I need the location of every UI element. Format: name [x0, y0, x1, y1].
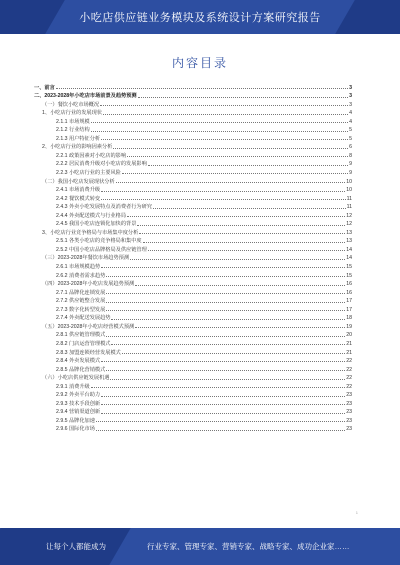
toc-entry-page: 15	[346, 272, 352, 279]
toc-entry-page: 23	[346, 409, 352, 416]
toc-entry[interactable]	[34, 150, 352, 159]
page-header	[0, 0, 400, 34]
toc-entry[interactable]	[34, 82, 352, 91]
toc-entry-title: 2.9.1 消费升级	[56, 383, 90, 390]
toc-entry-title: 2.5.2 中国小吃店品牌格局及供应链管理	[56, 246, 147, 253]
toc-entry[interactable]	[34, 219, 352, 228]
toc-entry-title: 2.2.3 小吃店行业的主要风险	[56, 170, 121, 177]
toc-entry-page: 8	[349, 152, 352, 159]
toc-leader-dots	[101, 413, 345, 414]
toc-entry[interactable]	[34, 424, 352, 433]
toc-entry-title: 2.8.1 供应链管理模式	[56, 332, 106, 339]
toc-entry[interactable]	[34, 176, 352, 185]
toc-leader-dots	[101, 396, 345, 397]
toc-leader-dots	[153, 208, 346, 209]
toc-entry[interactable]	[34, 347, 352, 356]
toc-entry[interactable]	[34, 373, 352, 382]
toc-leader-dots	[111, 344, 345, 345]
footer-slogan: 让每个人都能成为	[46, 542, 106, 551]
toc-entry-page: 23	[346, 417, 352, 424]
toc-entry-page: 14	[346, 246, 352, 253]
toc-entry-page: 10	[346, 178, 352, 185]
toc-entry[interactable]	[34, 99, 352, 108]
toc-leader-dots	[122, 353, 345, 354]
toc-entry-page: 17	[346, 298, 352, 305]
toc-leader-dots	[122, 173, 348, 174]
toc-entry[interactable]	[34, 330, 352, 339]
toc-entry-page: 11	[346, 204, 352, 211]
toc-entry-title: 2.7.2 供应链整合发展	[56, 298, 106, 305]
toc-leader-dots	[135, 285, 345, 286]
toc-entry-title: 2、小吃店行业的影响因素分析	[42, 144, 113, 151]
toc-entry-title: 2.8.4 外卖发展模式	[56, 358, 101, 365]
toc-entry[interactable]	[34, 125, 352, 134]
toc-entry-page: 13	[346, 238, 352, 245]
toc-leader-dots	[135, 327, 345, 328]
toc-leader-dots	[113, 148, 348, 149]
toc-entry-title: （三）2023-2028年餐饮市场趋势预测	[42, 255, 130, 262]
toc-entry[interactable]	[34, 381, 352, 390]
toc-leader-dots	[103, 114, 348, 115]
toc-entry-title: 2.9.5 品牌化加速	[56, 417, 95, 424]
table-of-contents	[34, 82, 352, 432]
toc-entry[interactable]	[34, 338, 352, 347]
toc-entry-page: 16	[346, 281, 352, 288]
toc-leader-dots	[96, 430, 345, 431]
toc-leader-dots	[137, 225, 345, 226]
toc-entry-title: （一）餐饮小吃市场概况	[42, 101, 100, 108]
toc-entry-title: 2.9.6 国际化市场	[56, 426, 95, 433]
toc-entry[interactable]	[34, 279, 352, 288]
toc-entry[interactable]	[34, 193, 352, 202]
toc-entry-title: 2.4.4 外卖配送模式与行业格局	[56, 212, 127, 219]
toc-entry-title: 2.9.2 外卖平台助力	[56, 392, 101, 399]
toc-leader-dots	[143, 242, 346, 243]
toc-entry-page: 13	[346, 229, 352, 236]
toc-entry-title: 2.7.4 外卖配送发展趋势	[56, 315, 111, 322]
toc-entry[interactable]	[34, 261, 352, 270]
toc-entry-page: 4	[349, 110, 352, 117]
toc-entry[interactable]	[34, 287, 352, 296]
toc-entry-page: 9	[349, 170, 352, 177]
toc-entry-page: 5	[349, 135, 352, 142]
toc-leader-dots	[148, 165, 348, 166]
toc-entry-title: 2.8.5 品牌化营销模式	[56, 366, 106, 373]
toc-entry-page: 14	[346, 255, 352, 262]
toc-entry-page: 15	[346, 264, 352, 271]
toc-entry-title: 2.4.2 餐饮模式转变	[56, 195, 101, 202]
toc-entry-page: 12	[346, 221, 352, 228]
toc-entry-page: 5	[349, 127, 352, 134]
toc-leader-dots	[110, 379, 345, 380]
toc-entry[interactable]	[34, 244, 352, 253]
toc-entry[interactable]	[34, 270, 352, 279]
toc-entry[interactable]	[34, 321, 352, 330]
toc-entry[interactable]	[34, 296, 352, 305]
toc-entry[interactable]	[34, 253, 352, 262]
toc-leader-dots	[139, 233, 345, 234]
toc-leader-dots	[101, 361, 345, 362]
toc-entry-title: 2.6.2 消费者需求趋势	[56, 272, 106, 279]
toc-entry-title: 2.1.2 行业结构	[56, 127, 90, 134]
toc-leader-dots	[127, 156, 348, 157]
toc-leader-dots	[101, 404, 345, 405]
toc-entry-title: 2.7.3 数字化转型发展	[56, 306, 106, 313]
toc-entry-title: 2.1.3 用户特征分析	[56, 135, 101, 142]
toc-entry[interactable]	[34, 304, 352, 313]
toc-entry[interactable]	[34, 398, 352, 407]
toc-entry-title: 2.8.2 门店运营管理模式	[56, 340, 111, 347]
toc-entry-title: 2.8.3 加盟连锁经营发展模式	[56, 349, 121, 356]
toc-entry[interactable]	[34, 167, 352, 176]
toc-entry-page: 19	[346, 323, 352, 330]
toc-entry-page: 3	[349, 93, 352, 100]
toc-entry-title: 2.2.1 政策因素对小吃店的影响	[56, 152, 127, 159]
toc-entry[interactable]	[34, 185, 352, 194]
toc-entry-title: （四）2023-2028年小吃店发展趋势预测	[42, 281, 135, 288]
toc-leader-dots	[127, 216, 345, 217]
toc-leader-dots	[106, 310, 345, 311]
toc-leader-dots	[106, 336, 345, 337]
toc-leader-dots	[106, 293, 345, 294]
toc-entry-title: 2.1.1 市场规模	[56, 118, 90, 125]
toc-entry-title: 2.4.3 外卖小吃发展特点及消费者行为研究	[56, 204, 152, 211]
toc-entry-page: 18	[346, 315, 352, 322]
toc-leader-dots	[106, 302, 345, 303]
toc-leader-dots	[111, 319, 345, 320]
toc-leader-dots	[106, 370, 345, 371]
toc-entry-title: 2.2.2 居民消费升级对小吃店的发展影响	[56, 161, 147, 168]
toc-leader-dots	[148, 250, 345, 251]
toc-leader-dots	[116, 182, 346, 183]
toc-leader-dots	[91, 131, 348, 132]
toc-entry[interactable]	[34, 133, 352, 142]
toc-entry-title: 二、2023-2028年小吃店市场前景及趋势预测	[34, 93, 137, 100]
toc-entry-title: 2.9.3 技术手段创新	[56, 400, 101, 407]
toc-entry-title: 一、前言	[34, 84, 55, 91]
toc-entry-title: （五）2023-2028年小吃店经营模式预测	[42, 323, 135, 330]
toc-entry-page: 23	[346, 400, 352, 407]
toc-entry[interactable]	[34, 91, 352, 100]
report-title: 小吃店供应链业务模块及系统设计方案研究报告	[79, 12, 321, 24]
toc-leader-dots	[101, 267, 345, 268]
toc-entry-title: 2.6.1 市场规模趋势	[56, 264, 101, 271]
toc-entry[interactable]	[34, 364, 352, 373]
toc-entry-page: 21	[346, 340, 352, 347]
toc-leader-dots	[138, 97, 348, 98]
toc-entry[interactable]	[34, 116, 352, 125]
toc-entry[interactable]	[34, 407, 352, 416]
toc-entry-title: 3、小吃店行业竞争格局与市场集中度分析	[42, 229, 139, 236]
toc-entry-title: 2.4.1 市场消费升级	[56, 187, 101, 194]
toc-entry[interactable]	[34, 236, 352, 245]
toc-entry-title: （二）我国小吃店发展现状分析	[42, 178, 115, 185]
toc-heading: 内容目录	[171, 56, 228, 70]
toc-entry[interactable]	[34, 415, 352, 424]
toc-entry-page: 6	[349, 144, 352, 151]
toc-entry-title: （六）小吃店供应链发展机遇	[42, 375, 110, 382]
toc-entry[interactable]	[34, 227, 352, 236]
toc-entry-page: 20	[346, 332, 352, 339]
toc-leader-dots	[101, 199, 346, 200]
page-footer	[0, 528, 400, 565]
toc-entry-page: 3	[349, 84, 352, 91]
toc-entry[interactable]	[34, 390, 352, 399]
toc-entry[interactable]	[34, 356, 352, 365]
toc-leader-dots	[101, 191, 345, 192]
toc-entry[interactable]	[34, 313, 352, 322]
toc-entry[interactable]	[34, 202, 352, 211]
toc-leader-dots	[106, 276, 345, 277]
toc-entry[interactable]	[34, 210, 352, 219]
toc-leader-dots	[130, 259, 345, 260]
toc-entry-page: 22	[346, 366, 352, 373]
toc-leader-dots	[100, 105, 348, 106]
toc-entry-page: 22	[346, 358, 352, 365]
toc-entry[interactable]	[34, 108, 352, 117]
toc-entry-page: 10	[346, 187, 352, 194]
toc-leader-dots	[96, 421, 345, 422]
toc-entry-page: 22	[346, 375, 352, 382]
toc-entry-page: 23	[346, 426, 352, 433]
toc-entry-title: 2.9.4 营销渠道创新	[56, 409, 101, 416]
toc-entry-page: 17	[346, 306, 352, 313]
toc-entry-title: 2.7.1 品牌化连锁发展	[56, 289, 106, 296]
toc-entry-page: 3	[349, 101, 352, 108]
toc-entry-title: 2.5.1 各类小吃店的竞争格局和集中度	[56, 238, 142, 245]
toc-entry-page: 9	[349, 161, 352, 168]
page-number: 1	[355, 510, 358, 515]
toc-entry-page: 4	[349, 118, 352, 125]
footer-roles: 行业专家、管理专家、营销专家、战略专家、成功企业家……	[147, 542, 350, 551]
toc-leader-dots	[56, 88, 348, 89]
toc-leader-dots	[91, 122, 348, 123]
toc-entry[interactable]	[34, 142, 352, 151]
toc-entry-title: 1、小吃店行业的发展现状	[42, 110, 102, 117]
toc-leader-dots	[91, 387, 345, 388]
toc-entry-page: 21	[346, 349, 352, 356]
toc-entry-title: 2.4.5 我国小吃店连锁化加快的背景	[56, 221, 137, 228]
toc-entry-page: 16	[346, 289, 352, 296]
toc-entry-page: 11	[346, 195, 352, 202]
toc-entry-page: 22	[346, 383, 352, 390]
toc-entry-page: 23	[346, 392, 352, 399]
toc-entry-page: 12	[346, 212, 352, 219]
toc-leader-dots	[101, 139, 348, 140]
toc-entry[interactable]	[34, 159, 352, 168]
